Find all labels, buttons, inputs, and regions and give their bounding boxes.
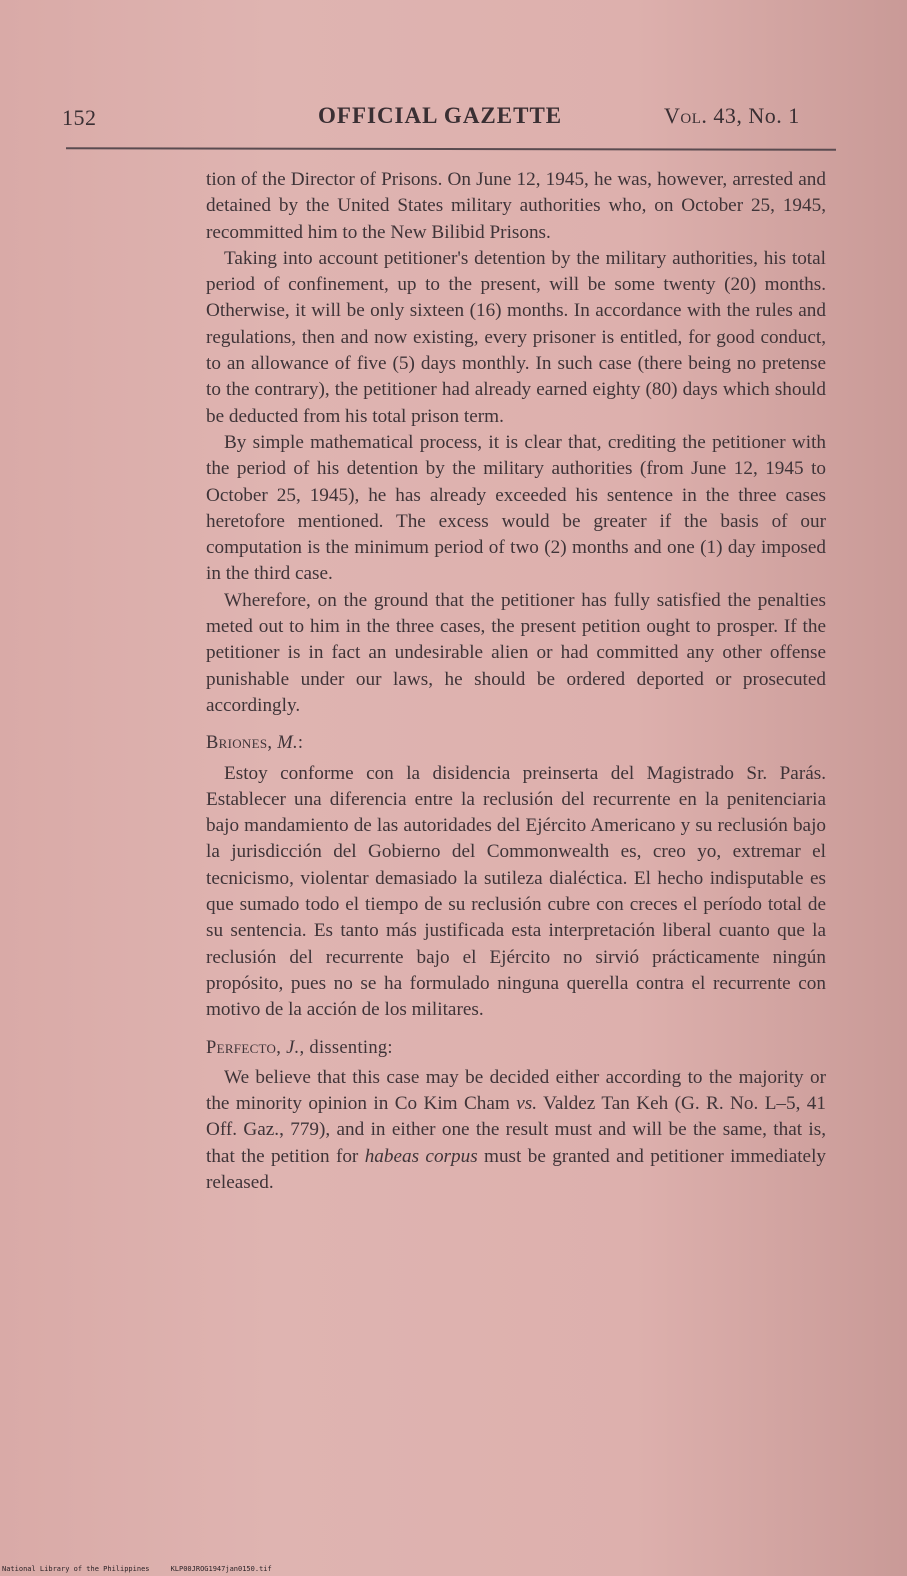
text-column — [206, 167, 826, 1196]
scan-credit: National Library of the Philippines KLP00JROG1947jan0150.tif — [2, 1565, 272, 1573]
justice-initial: M. — [277, 733, 298, 754]
name-comma: , — [276, 1037, 287, 1058]
justice-name: Perfecto — [206, 1037, 277, 1058]
paragraph-wherefore: Wherefore, on the ground that the petitioner has fully satisfied the penalties meted out to him in the three cases, the present petition ought to prosper. If the petitioner is in fact an undesirable alien or had committed any other offense punishable under our laws, he should be ordered deported or prosecuted accordingly. — [206, 589, 826, 716]
page-number: 152 — [62, 105, 97, 130]
italic-versus: vs. — [516, 1093, 538, 1115]
text-segment: must be granted and petitioner immediately released. — [206, 1145, 826, 1193]
heading-suffix: , dissenting: — [299, 1037, 393, 1058]
justice-initial: J. — [286, 1037, 300, 1058]
text-segment: Valdez Tan Keh (G. R. No. L–5, 41 Off. Gaz., 779), and in either one the result must and will be the same, that is, that the petition for — [206, 1093, 826, 1167]
running-head: OFFICIAL GAZETTE — [318, 103, 563, 128]
paragraph-detention: Taking into account petitioner's detention by the military authorities, his total period of confinement, up to the present, will be some twenty (20) months. Otherwise, it will be only sixteen (16) months. In accordance with the rules and regulations, then and now existing, every prisoner is entitled, for good conduct, to an allowance of five (5) days monthly. In such case (there being no pretense to the contrary), the petitioner had already earned eighty (80) days which should be deducted from his total prison term. — [206, 247, 826, 427]
paragraph-perfecto-opinion — [206, 1065, 826, 1196]
paragraph-continuation: tion of the Director of Prisons. On June 12, 1945, he was, however, arrested and detained by the United States military authorities who, on October 25, 1945, recommitted him to the New Bilibid Prisons. — [206, 169, 826, 243]
volume-number: . 43, No. 1 — [701, 103, 800, 128]
text-segment: We believe that this case may be decided either according to the majority or the minority opinion in Co Kim Cham — [206, 1066, 826, 1115]
header-rule — [66, 147, 836, 151]
italic-habeas-corpus: habeas corpus — [364, 1145, 478, 1167]
volume-prefix: Vol — [664, 103, 702, 128]
paragraph-computation: By simple mathematical process, it is clear that, crediting the petitioner with the period of his detention by the military authorities (from June 12, 1945 to October 25, 1945), he has already exceeded his sentence in the three cases heretofore mentioned. The excess would be greater if the basis of our computation is the minimum period of two (2) months and one (1) day imposed in the third case. — [206, 431, 826, 585]
justice-name: Briones — [206, 733, 268, 754]
paragraph-briones-opinion: Estoy conforme con la disidencia preinserta del Magistrado Sr. Parás. Establecer una diferencia entre la reclusión del recurrente en la penitenciaria bajo mandamiento de las autoridades del Ejército Americano y su reclusión bajo la jurisdicción del Gobierno del Commonwealth es, creo yo, extremar el tecnicismo, violentar demasiado la sutileza dialéctica. El hecho indisputable es que sumado todo el tiempo de su reclusión cubre con creces el período total de su sentencia. Es tanto más justificada esta interpretación liberal cuanto que la reclusión del recurrente bajo el Ejército no sirvió prácticamente ningún propósito, pues no se ha formulado ninguna querella contra el recurrente con motivo de la acción de los militares. — [206, 762, 826, 1021]
name-comma: , — [267, 733, 278, 754]
opinion-heading-briones — [206, 730, 826, 756]
volume-issue — [664, 103, 800, 129]
heading-suffix: : — [297, 733, 304, 754]
opinion-heading-perfecto — [206, 1035, 826, 1061]
